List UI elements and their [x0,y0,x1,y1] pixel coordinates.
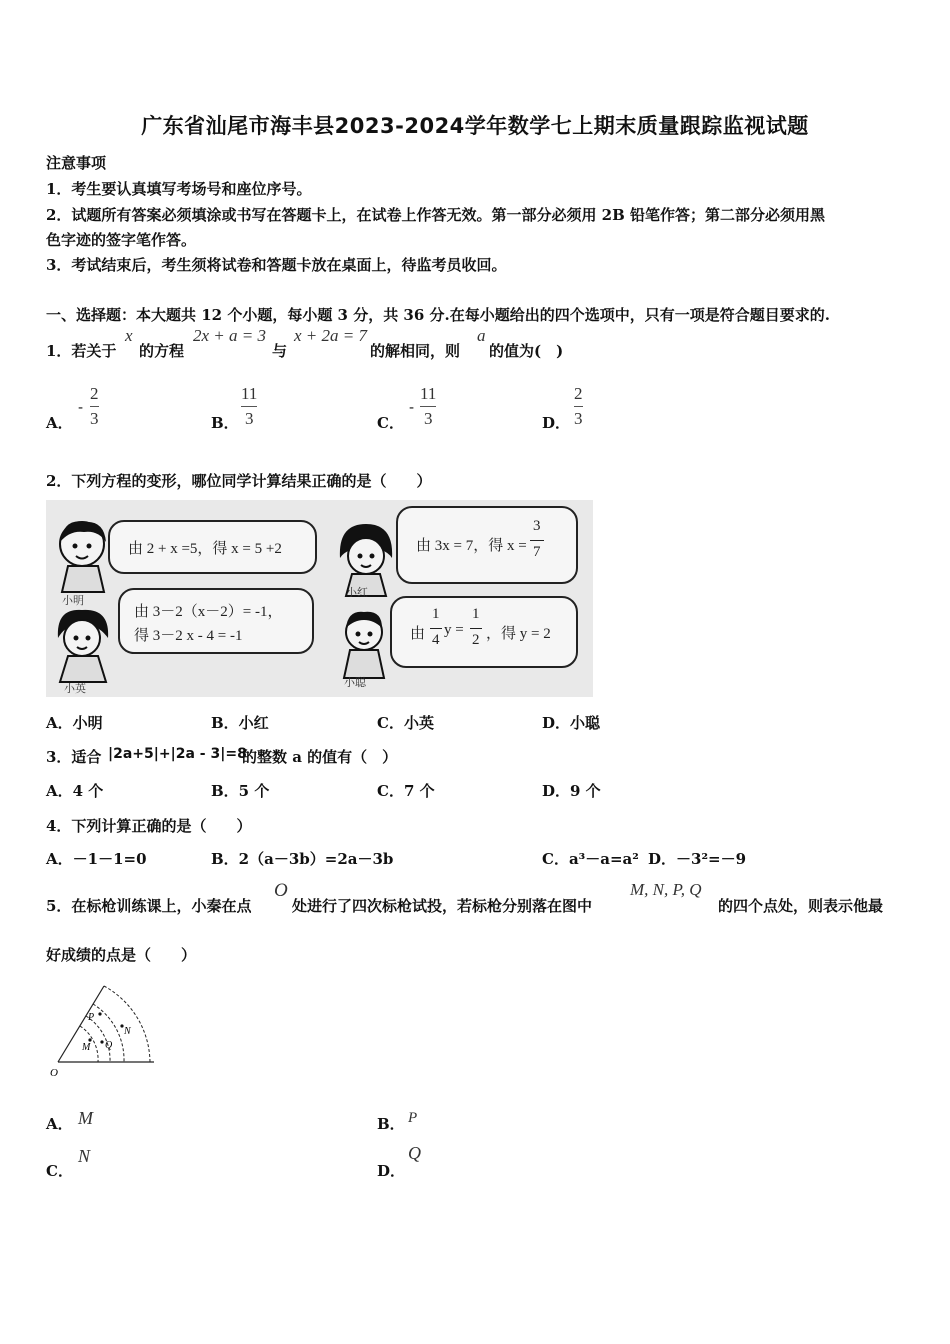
q2-option-c: C．小英 [377,714,434,732]
point-o-label: O [50,1067,58,1079]
q4-option-c: C．a³－a=a² [542,850,639,868]
xiaoying-text-1: 由 3－2（x－2）= -1， [134,604,283,620]
q2-stem: 2．下列方程的变形，哪位同学计算结果正确的是（ ） [46,472,432,490]
q4-option-d: D．－3²=－9 [648,850,747,868]
q2-option-a: A．小明 [46,714,103,732]
q5-text-2: 处进行了四次标枪试投，若标枪分别落在图中 [292,897,593,915]
q3-text-2: 的整数 a 的值有（ ） [242,748,398,766]
numerator: 11 [420,384,437,403]
q1-equation-1: 2x + a = 3 [193,326,266,345]
q3-option-b: B．5 个 [211,782,270,800]
q1-option-a-fraction [90,384,99,429]
point-m-label: M [82,1042,91,1053]
xiaocong-text-c: ，得 y = 2 [486,626,551,642]
xiaohong-bubble [396,506,578,584]
q5-vars: M, N, P, Q [630,880,702,899]
q1-option-c-fraction [420,384,436,429]
xiaoming-bubble [108,520,317,574]
q4-option-a: A．－1－1=0 [46,850,147,868]
xiaoying-text-2: 得 3－2 x - 4 = -1 [134,628,243,644]
notice-item-2-cont: 色字迹的签字笔作答。 [46,231,197,249]
q1-text-1: 1．若关于 [46,342,117,360]
q5-text-3: 的四个点处，则表示他最 [718,897,884,915]
q1-var-a: a [477,326,486,345]
q1-option-a-sign: - [78,398,84,416]
point-n-label: N [124,1026,131,1037]
q1-option-d-label: D． [542,414,571,432]
q5-var-o: O [274,880,288,901]
q5-option-c-label: C． [46,1162,73,1180]
q1-text-5: 的值为( ) [489,342,564,360]
point-p-label: P [88,1012,95,1023]
q4-stem: 4．下列计算正确的是（ ） [46,817,252,835]
q1-option-a-label: A． [46,414,73,432]
q1-option-c-label: C． [377,414,404,432]
q1-var-x: x [125,326,133,345]
q3-option-d: D．9 个 [542,782,601,800]
notice-item-2: 2．试题所有答案必须填涂或书写在答题卡上，在试卷上作答无效。第一部分必须用 2B 铅笔作答；第二部分必须用黑 [46,206,826,224]
q2-students-image [46,500,593,697]
q5-option-c-value: N [78,1146,91,1166]
denominator: 3 [423,409,433,428]
q5-option-d-label: D． [377,1162,406,1180]
q1-text-2: 的方程 [139,342,185,360]
q5-option-b-value: P [408,1110,418,1126]
denominator: 3 [244,409,254,428]
xiaocong-numerator-2: 1 [472,606,480,622]
q1-option-b-label: B． [211,414,239,432]
q3-expression: |2a+5|+|2a - 3|=8 [108,746,247,762]
q5-option-b-label: B． [377,1115,405,1133]
q1-equation-2: x + 2a = 7 [294,326,367,345]
q4-option-b: B．2（a－3b）=2a－3b [211,850,394,868]
xiaocong-figure [334,602,396,682]
xiaocong-text-a: 由 [410,626,426,642]
xiaohong-name: 小红 [346,586,368,599]
xiaocong-text-b: y = [444,622,464,638]
xiaoming-figure [54,514,114,594]
xiaohong-numerator: 3 [533,518,541,534]
page-title: 广东省汕尾市海丰县2023-2024学年数学七上期末质量跟踪监视试题 [141,114,809,138]
q5-option-a-value: M [78,1108,93,1128]
xiaoying-name: 小英 [64,682,86,695]
q5-option-d-value: Q [408,1143,421,1163]
xiaohong-text: 由 3x = 7，得 x = [416,538,527,554]
q1-option-c-sign: - [409,398,415,416]
xiaoying-bubble [118,588,314,654]
numerator: 11 [241,384,258,403]
numerator: 2 [90,384,99,403]
q1-text-3: 与 [272,342,288,360]
q1-option-d-fraction [574,384,583,429]
q2-option-b: B．小红 [211,714,269,732]
q5-option-a-label: A． [46,1115,73,1133]
q3-text-1: 3．适合 [46,748,102,766]
point-q-label: Q [105,1040,113,1051]
xiaoming-name: 小明 [62,594,84,607]
xiaocong-denominator-2: 2 [472,632,480,648]
xiaocong-numerator-1: 1 [432,606,440,622]
notice-item-1: 1．考生要认真填写考场号和座位序号。 [46,180,312,198]
xiaocong-name: 小聪 [344,676,366,689]
xiaocong-bubble [390,596,578,668]
section-heading: 一、选择题：本大题共 12 个小题，每小题 3 分，共 36 分.在每小题给出的四个选项中，只有一项是符合题目要求的. [46,306,830,324]
xiaoming-text: 由 2 + x =5，得 x = 5 +2 [128,541,282,557]
notice-item-3: 3．考试结束后，考生须将试卷和答题卡放在桌面上，待监考员收回。 [46,256,507,274]
q5-target-figure [44,980,164,1080]
notice-heading: 注意事项 [46,154,107,172]
denominator: 3 [90,409,99,428]
q3-option-c: C．7 个 [377,782,435,800]
denominator: 3 [574,409,583,428]
q2-option-d: D．小聪 [542,714,601,732]
q3-option-a: A．4 个 [46,782,104,800]
q5-text-1: 5．在标枪训练课上，小秦在点 [46,897,252,915]
q1-option-b-fraction [241,384,257,429]
xiaoying-figure [52,604,114,684]
xiaohong-denominator: 7 [533,544,541,560]
q1-text-4: 的解相同，则 [370,342,461,360]
xiaocong-denominator-1: 4 [432,632,440,648]
numerator: 2 [574,384,583,403]
q5-text-line2: 好成绩的点是（ ） [46,946,197,964]
